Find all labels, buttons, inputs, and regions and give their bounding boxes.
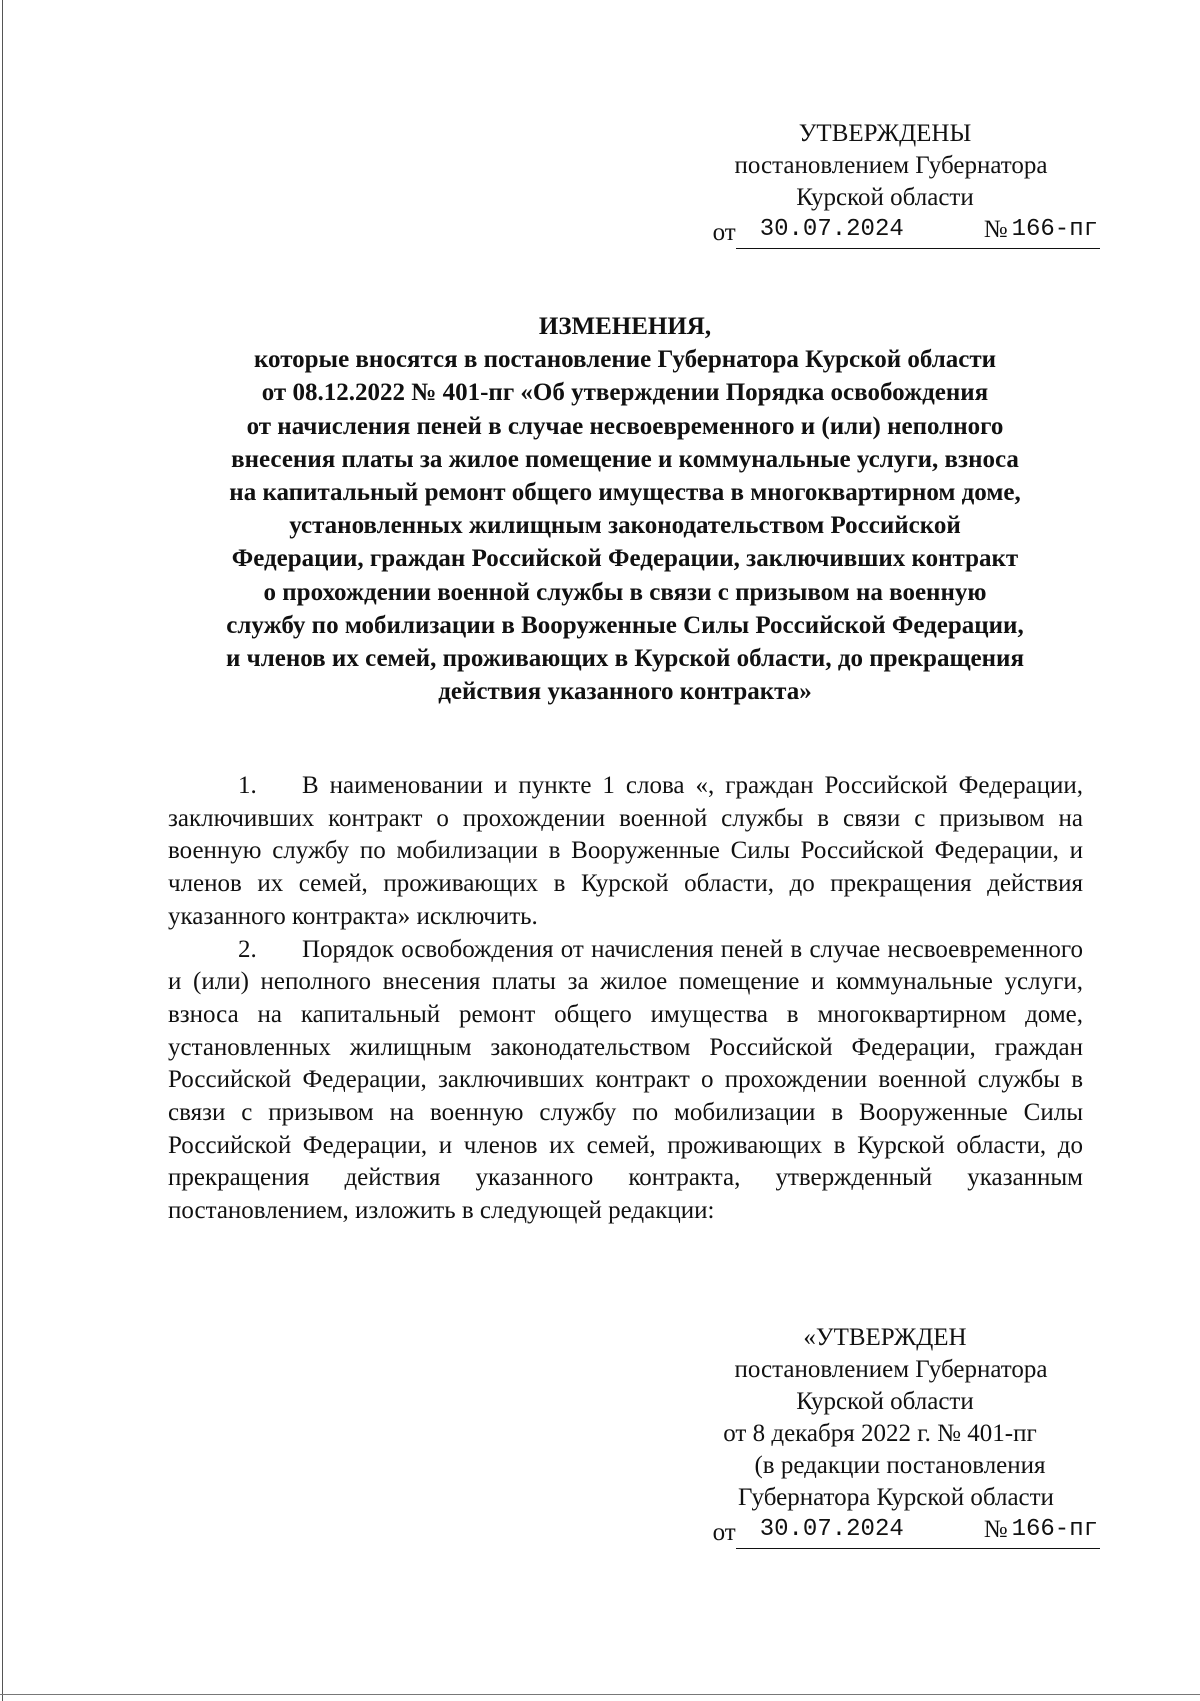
title-line: от начисления пеней в случае несвоевременного и (или) неполного — [246, 412, 1004, 440]
new-approval-date-line — [660, 1514, 1100, 1549]
title-line: от 08.12.2022 № 401-пг «Об утверждении Порядка освобождения — [261, 379, 989, 407]
scan-bottom-edge — [0, 1694, 1200, 1695]
item-text: Порядок освобождения от начисления пеней в случае несвоевременного и (или) неполного внесения платы за жилое помещение и коммунальные услуги, взноса на капитальный ремонт общего имущества в многоквартирном доме, установленных жилищным законодательством Российской Федерации, граждан Российской Федерации, заключивших контракт о прохождении военной службы в связи с призывом на военную службу по мобилизации в Вооруженные Силы Российской Федерации, и членов их семей, проживающих в Курской области, до прекращения действия указанного контракта, утвержденный указанным постановлением, изложить в следующей редакции: — [168, 935, 1083, 1225]
title-line: которые вносятся в постановление Губернатора Курской области — [253, 346, 997, 374]
title-heading: ИЗМЕНЕНИЯ, — [538, 313, 712, 340]
new-approval-stamp — [660, 1322, 1100, 1549]
item-text: В наименовании и пункте 1 слова «, граждан Российской Федерации, заключивших контракт о прохождении военной службы в связи с призывом на военную службу по мобилизации в Вооруженные Силы Российской Федерации, и членов их семей, проживающих в Курской области, до прекращения действия указанного контракта» исключить. — [168, 772, 1083, 930]
approval-date-prefix: от — [712, 219, 736, 246]
new-approval-line-2: Курской области — [796, 1388, 974, 1415]
new-approval-line-4: (в редакции постановления — [754, 1452, 1046, 1479]
new-approval-number-prefix: № — [982, 1514, 1010, 1549]
title-line: действия указанного контракта» — [438, 678, 812, 706]
item-1 — [168, 770, 1083, 934]
document-title — [150, 310, 1100, 708]
title-line: установленных жилищным законодательством Российской — [289, 512, 961, 540]
approval-date: 30.07.2024 — [736, 214, 982, 249]
approval-number-prefix: № — [982, 214, 1010, 249]
title-line: Федерации, граждан Российской Федерации, заключивших контракт — [231, 545, 1019, 573]
approval-date-line — [660, 214, 1100, 249]
new-approval-number: 166-пг — [1010, 1514, 1100, 1549]
title-line: на капитальный ремонт общего имущества в многоквартирном доме, — [229, 479, 1021, 507]
document-body — [168, 770, 1083, 1228]
new-approval-date: 30.07.2024 — [736, 1514, 982, 1549]
new-approval-line-3: от 8 декабря 2022 г. № 401-пг — [723, 1420, 1037, 1447]
new-approval-heading: «УТВЕРЖДЕН — [803, 1324, 967, 1351]
approval-number: 166-пг — [1010, 214, 1100, 249]
item-number: 2. — [238, 935, 257, 963]
title-line: службу по мобилизации в Вооруженные Силы Российской Федерации, — [226, 611, 1024, 639]
new-approval-line-5: Губернатора Курской области — [738, 1484, 1054, 1511]
title-line: о прохождении военной службы в связи с призывом на военную — [263, 578, 987, 606]
approval-line-2: Курской области — [796, 184, 974, 211]
scan-left-edge — [2, 0, 3, 1701]
title-line: и членов их семей, проживающих в Курской области, до прекращения — [226, 645, 1024, 673]
title-line: внесения платы за жилое помещение и коммунальные услуги, взноса — [231, 445, 1019, 473]
item-2 — [168, 934, 1083, 1228]
item-number: 1. — [238, 772, 257, 799]
approval-heading: УТВЕРЖДЕНЫ — [798, 120, 972, 147]
new-approval-date-prefix: от — [712, 1519, 736, 1546]
approval-line-1: постановлением Губернатора — [734, 152, 1048, 179]
new-approval-line-1: постановлением Губернатора — [734, 1356, 1048, 1383]
approval-stamp — [660, 118, 1100, 249]
